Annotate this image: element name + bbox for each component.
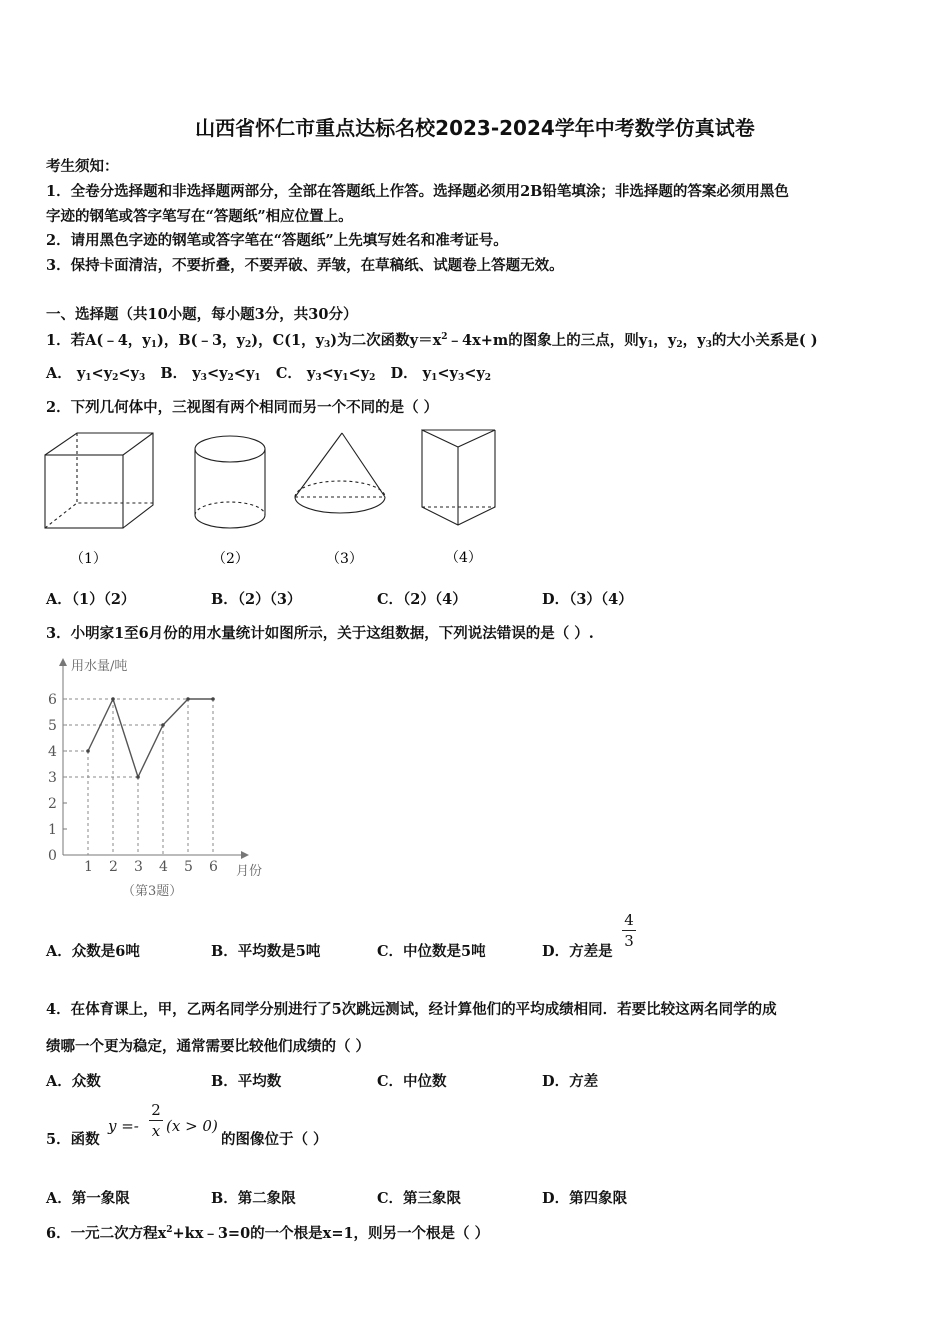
q2-option-b[interactable]: B．（2）（3） (211, 591, 302, 608)
page-title: 山西省怀仁市重点达标名校2023-2024学年中考数学仿真试卷 (195, 116, 755, 140)
q3-option-a[interactable]: A．众数是6吨 (46, 943, 140, 960)
figure-label-3: （3） (326, 551, 363, 567)
data-point (111, 697, 115, 701)
fraction-denominator: 3 (624, 932, 634, 950)
question-3-stem: 3．小明家1至6月份的用水量统计如图所示，关于这组数据，下列说法错误的是（ ）. (46, 625, 594, 642)
x-tick-label: 3 (134, 859, 143, 875)
y-tick-label: 1 (48, 822, 57, 838)
option-a[interactable]: A． $y_1<y_2<y_3$ (46, 365, 146, 383)
prism-figure (422, 430, 495, 525)
q3-option-d[interactable]: D．方差是 (542, 943, 613, 960)
y-axis-label: 用水量/吨 (71, 659, 128, 674)
question-5-stem-a: 5．函数 (46, 1131, 100, 1148)
question-4-stem-b: 绩哪一个更为稳定，通常需要比较他们成绩的（ ） (46, 1038, 371, 1055)
x-axis-arrow (241, 851, 249, 859)
q5-option-b[interactable]: B．第二象限 (211, 1190, 296, 1207)
y-tick-label: 0 (48, 848, 57, 864)
y-axis-arrow (59, 658, 67, 666)
q4-option-a[interactable]: A．众数 (46, 1073, 101, 1090)
variance-fraction (622, 912, 636, 949)
cube-figure (45, 433, 153, 528)
q2-option-c[interactable]: C．（2）（4） (377, 591, 467, 608)
option-b[interactable]: B． $y_3<y_2<y_1$ (160, 365, 261, 383)
q5-option-c[interactable]: C．第三象限 (377, 1190, 462, 1207)
figure-label-4: （4） (445, 550, 482, 566)
data-point (186, 697, 190, 701)
q2-option-d[interactable]: D．（3）（4） (542, 591, 633, 608)
x-tick-label: 4 (159, 859, 168, 875)
data-point (86, 749, 90, 753)
formula-lhs: y =- (108, 1117, 139, 1135)
chart-caption: （第3题） (122, 884, 183, 899)
question-1-options (46, 362, 491, 383)
series-line (88, 699, 213, 777)
question-4-stem-a: 4．在体育课上，甲，乙两名同学分别进行了5次跳远测试，经计算他们的平均成绩相同．若要比较这两名同学的成 (46, 1001, 777, 1018)
x-axis-label: 月份 (236, 864, 263, 879)
x-tick-label: 1 (84, 859, 93, 875)
q3-option-c[interactable]: C．中位数是5吨 (377, 943, 486, 960)
q4-option-b[interactable]: B．平均数 (211, 1073, 282, 1090)
q2-option-a[interactable]: A．（1）（2） (46, 591, 136, 608)
formula-fraction (149, 1102, 163, 1139)
data-point (211, 697, 215, 701)
data-point (161, 723, 165, 727)
q3-option-b[interactable]: B．平均数是5吨 (211, 943, 321, 960)
y-tick-label: 3 (48, 770, 57, 786)
q4-option-c[interactable]: C．中位数 (377, 1073, 447, 1090)
cone-figure (295, 433, 385, 513)
q5-option-d[interactable]: D．第四象限 (542, 1190, 628, 1207)
y-tick-label: 6 (48, 692, 57, 708)
notice-heading: 考生须知： (46, 158, 119, 175)
section-heading: 一、选择题（共10小题，每小题3分，共30分） (46, 306, 358, 323)
y-tick-label: 2 (48, 796, 57, 812)
y-tick-label: 5 (48, 718, 57, 734)
fraction-numerator: 4 (624, 911, 634, 929)
x-tick-label: 2 (109, 859, 118, 875)
formula-condition: (x > 0) (166, 1117, 218, 1135)
notice-line-2: 2．请用黑色字迹的钢笔或答字笔在“答题纸”上先填写姓名和准考证号。 (46, 232, 508, 249)
option-c[interactable]: C． $y_3<y_1<y_2$ (275, 365, 376, 383)
figure-label-2: （2） (212, 551, 249, 567)
data-point (136, 775, 140, 779)
formula-numerator: 2 (151, 1101, 161, 1119)
x-tick-label: 5 (184, 859, 193, 875)
q5-option-a[interactable]: A．第一象限 (46, 1190, 130, 1207)
formula-denominator: x (151, 1122, 161, 1140)
y-tick-label: 4 (48, 744, 57, 760)
question-6-stem: 6．一元二次方程$x^2+kx﹣3=0$的一个根是x=1，则另一个根是（ ） (46, 1225, 490, 1242)
solids-figure (40, 425, 510, 575)
option-d[interactable]: D． $y_1<y_3<y_2$ (390, 365, 492, 383)
x-tick-label: 6 (209, 859, 218, 875)
cylinder-figure (195, 436, 265, 528)
notice-line-1a: 1．全卷分选择题和非选择题两部分，全部在答题纸上作答。选择题必须用2B铅笔填涂；非选择题的答案必须用黑色 (46, 183, 789, 200)
water-usage-chart (40, 650, 280, 905)
question-2-stem: 2．下列几何体中，三视图有两个相同而另一个不同的是（ ） (46, 399, 439, 416)
notice-line-3: 3．保持卡面清洁，不要折叠，不要弄破、弄皱，在草稿纸、试题卷上答题无效。 (46, 257, 564, 274)
figure-label-1: （1） (70, 551, 107, 567)
question-1-stem: 1．若A(﹣4，$y_1$)，B(﹣3，$y_2$)，C(1，$y_3$)为二次函数$y=x^2﹣4x+m$的图象上的三点，则$y_1$，$y_2$，$y_3$的大小关系是( ) (46, 332, 818, 350)
notice-line-1b: 字迹的钢笔或答字笔写在“答题纸”相应位置上。 (46, 208, 353, 225)
q4-option-d[interactable]: D．方差 (542, 1073, 599, 1090)
question-5-stem-b: 的图像位于（ ） (221, 1131, 328, 1148)
